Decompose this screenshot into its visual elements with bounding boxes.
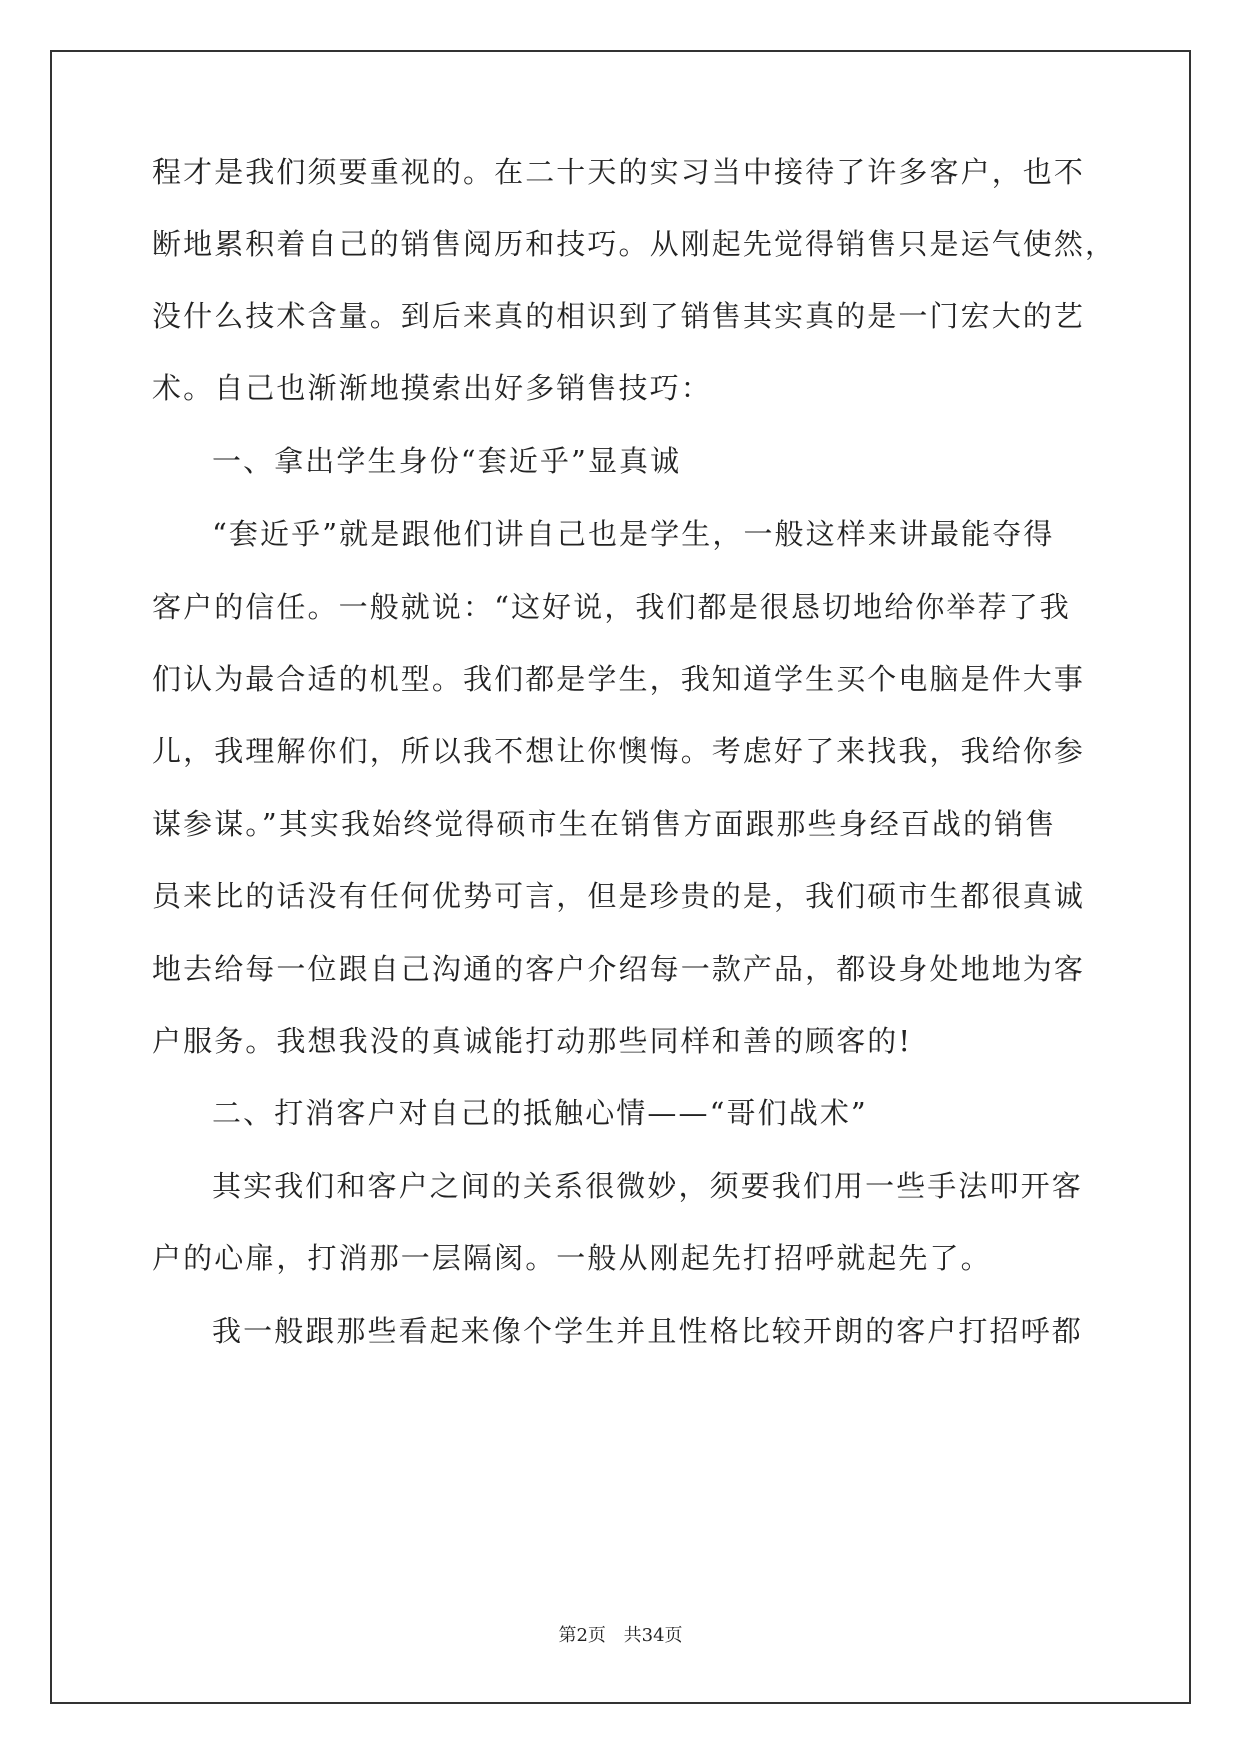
body-line-7: 客户的信任。一般就说：“这好说，我们都是很恳切地给你举荐了我 — [152, 590, 1071, 624]
body-line-6: “套近乎”就是跟他们讲自己也是学生，一般这样来讲最能夺得 — [212, 517, 1055, 551]
body-line-13: 户服务。我想我没的真诚能打动那些同样和善的顾客的! — [152, 1024, 913, 1058]
body-line-10: 谋参谋。”其实我始终觉得硕市生在销售方面跟那些身经百战的销售 — [152, 807, 1057, 841]
body-line-11: 员来比的话没有任何优势可言，但是珍贵的是，我们硕市生都很真诚 — [152, 879, 1086, 913]
body-line-17: 我一般跟那些看起来像个学生并且性格比较开朗的客户打招呼都 — [212, 1314, 1083, 1348]
body-line-3: 没什么技术含量。到后来真的相识到了销售其实真的是一门宏大的艺 — [152, 299, 1086, 333]
section-heading-1: 一、拿出学生身份“套近乎”显真诚 — [212, 444, 682, 478]
body-line-9: 儿，我理解你们，所以我不想让你懊悔。考虑好了来找我，我给你参 — [152, 734, 1086, 768]
body-line-15: 其实我们和客户之间的关系很微妙，须要我们用一些手法叩开客 — [212, 1169, 1083, 1203]
page-footer — [0, 1624, 1241, 1648]
body-line-1: 程才是我们须要重视的。在二十天的实习当中接待了许多客户，也不 — [152, 155, 1086, 189]
page-total: 共34页 — [623, 1625, 683, 1646]
page-number: 第2页 — [558, 1625, 606, 1646]
body-line-12: 地去给每一位跟自己沟通的客户介绍每一款产品，都设身处地地为客 — [152, 952, 1086, 986]
body-line-4: 术。自己也渐渐地摸索出好多销售技巧： — [152, 371, 712, 405]
body-line-8: 们认为最合适的机型。我们都是学生，我知道学生买个电脑是件大事 — [152, 662, 1086, 696]
body-line-2: 断地累积着自己的销售阅历和技巧。从刚起先觉得销售只是运气使然， — [152, 227, 1117, 261]
section-heading-2: 二、打消客户对自己的抵触心情——“哥们战术” — [212, 1096, 868, 1130]
body-line-16: 户的心扉，打消那一层隔阂。一般从刚起先打招呼就起先了。 — [152, 1241, 992, 1275]
